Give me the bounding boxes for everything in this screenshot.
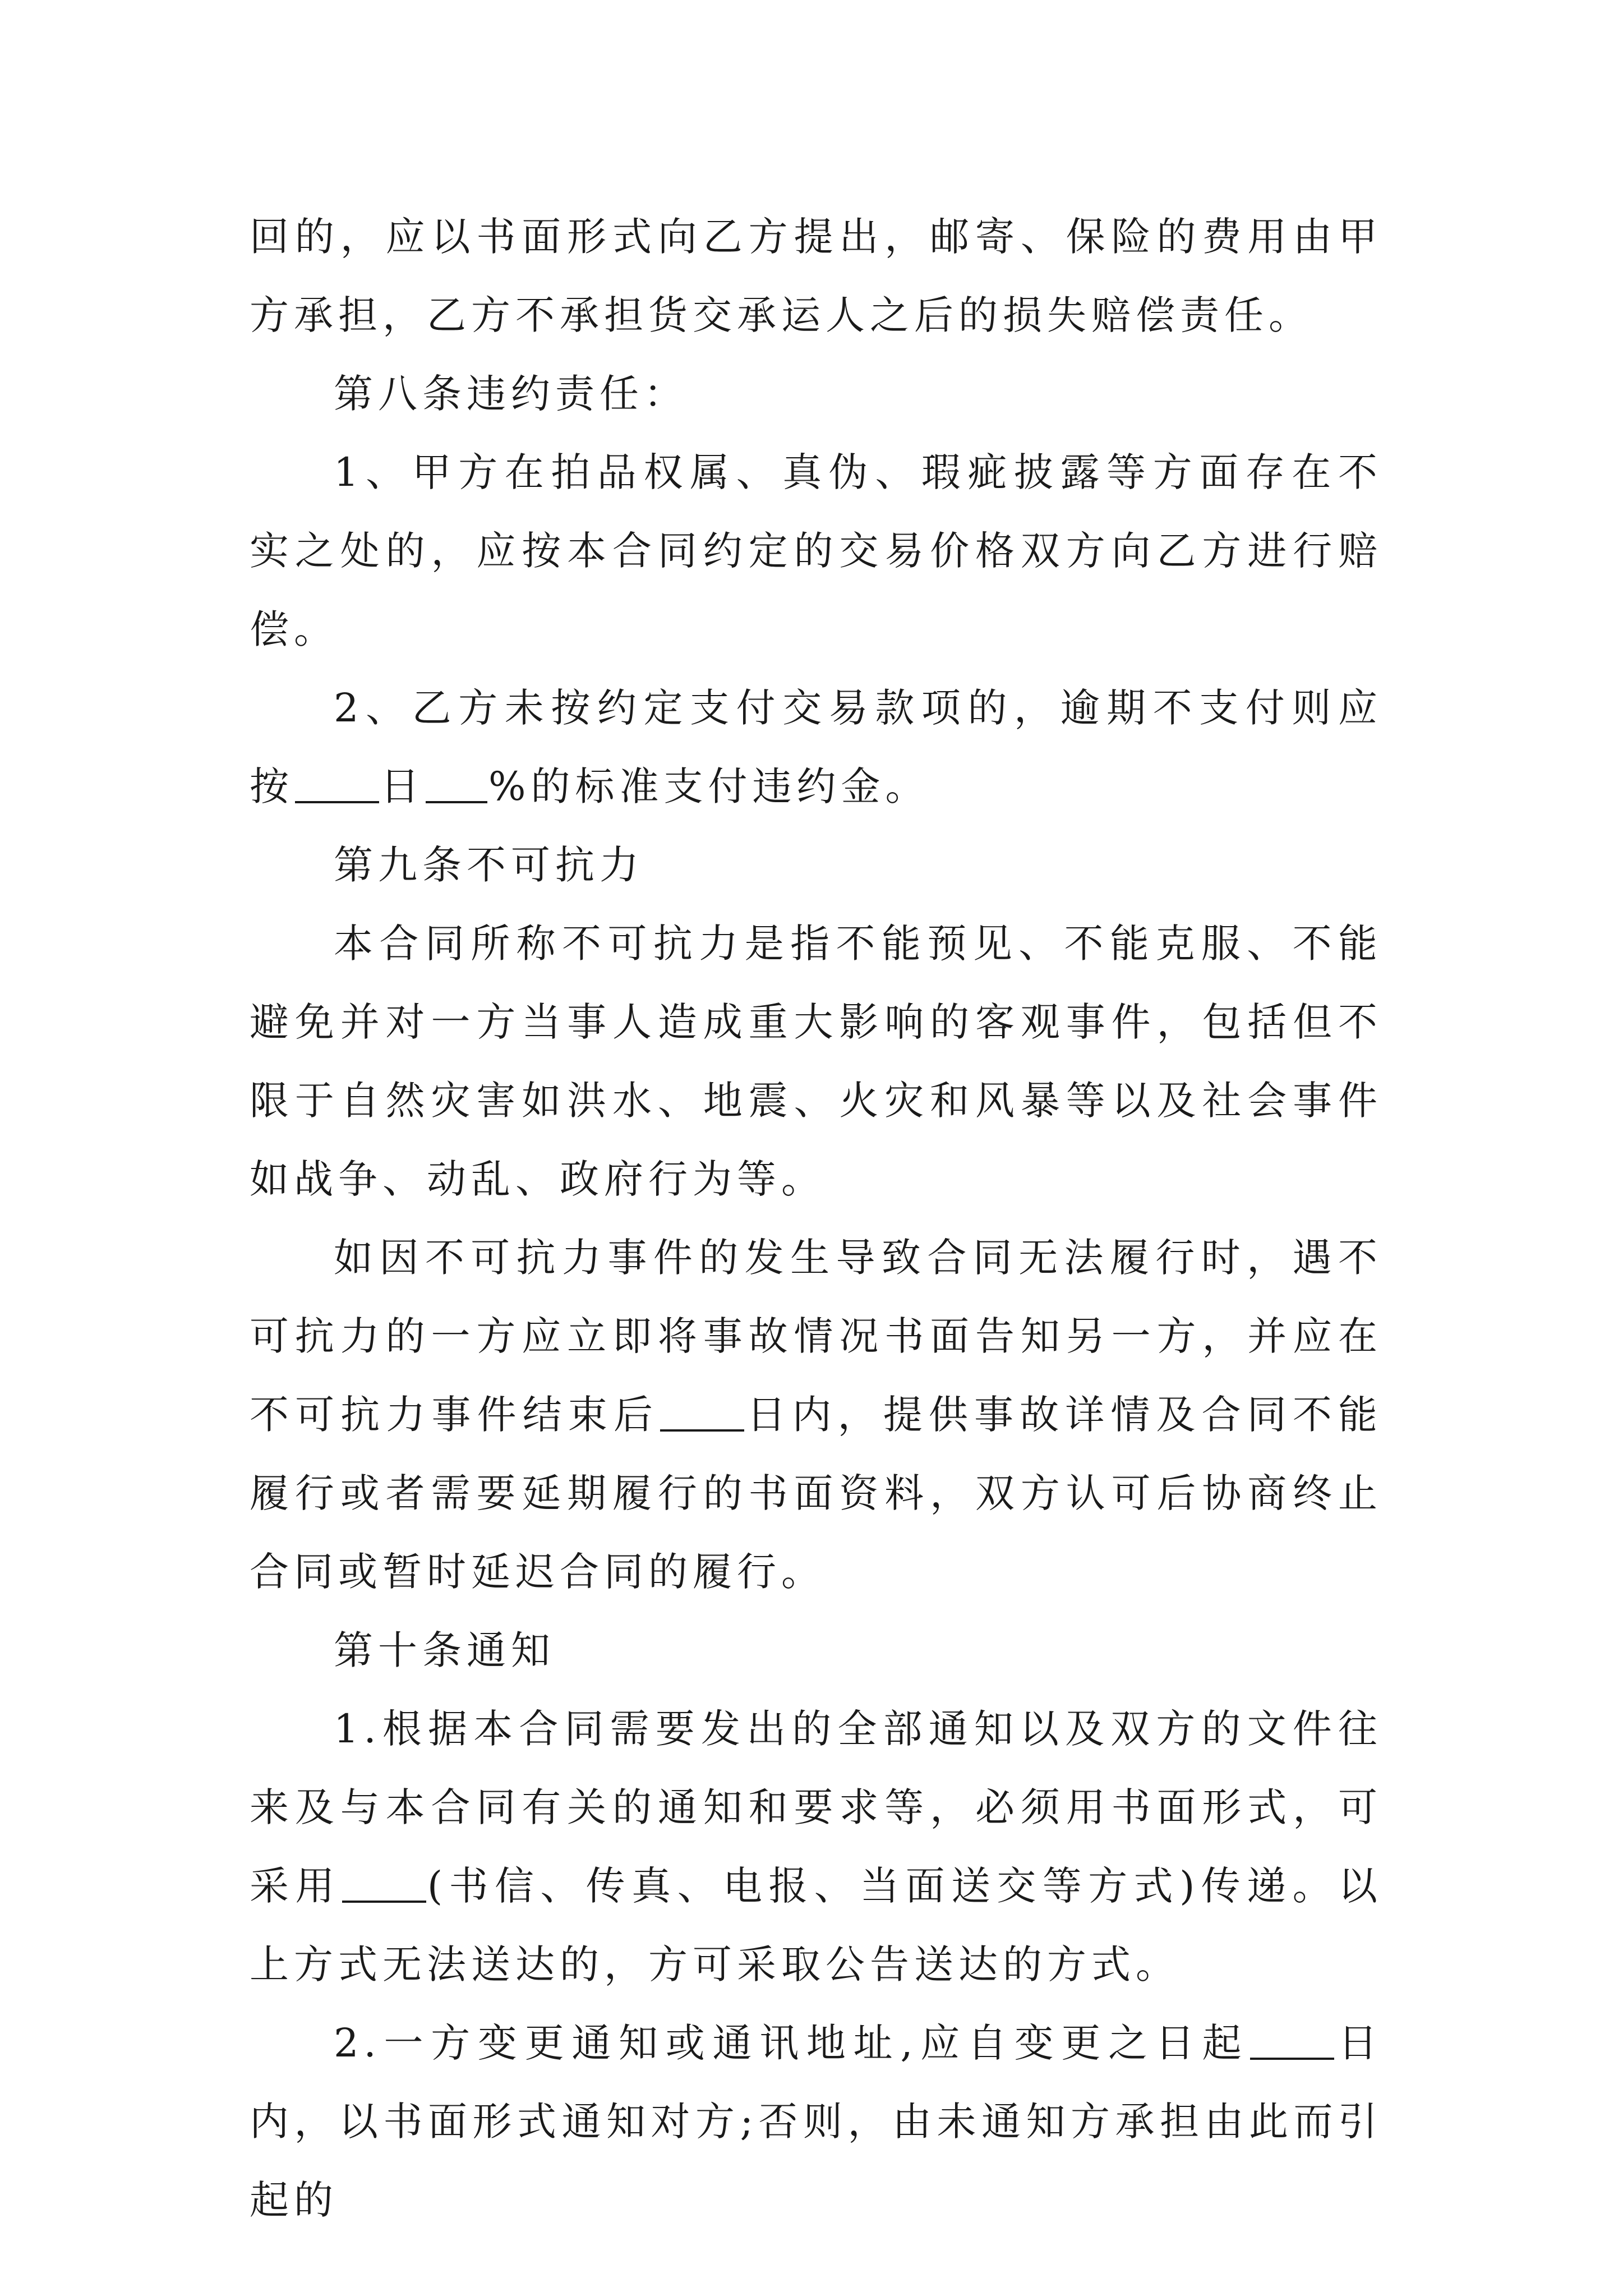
notice-clause-2: [250, 2004, 1382, 2239]
breach-clause-2: [250, 669, 1382, 826]
breach-clause-1: 1、甲方在拍品权属、真伪、瑕疵披露等方面存在不实之处的，应按本合同约定的交易价格双方向乙方进行赔偿。: [250, 449, 1382, 652]
notice-clause-1-text-a: 1.根据本合同需要发出的全部通知以及双方的文件往来及与本合同有关的通知和要求等，必须用书面形式，可采用: [250, 1706, 1382, 1909]
breach-clause-2-text-a: 2、乙方未按约定支付交易款项的，逾期不支付则应按: [250, 685, 1382, 809]
breach-clause-2-text-b: 日: [380, 763, 425, 809]
breach-clause-2-text-c: %的标准支付违约金。: [488, 763, 930, 809]
fill-blank-percent: [426, 762, 487, 803]
fill-blank-days-after-event: [660, 1390, 744, 1432]
notice-clause-1: [250, 1690, 1382, 2004]
force-majeure-procedure: [250, 1218, 1382, 1611]
section-heading-notice: 第十条通知: [334, 1627, 555, 1673]
contract-body: [250, 197, 1382, 2239]
fill-blank-delivery-method: [342, 1861, 426, 1903]
fill-blank-days: [295, 762, 379, 803]
force-majeure-procedure-text-b: 日内，提供事故详情及合同不能履行或者需要延期履行的书面资料，双方认可后协商终止合同或暂时延迟合同的履行。: [250, 1392, 1383, 1595]
section-heading-breach: 第八条违约责任：: [334, 371, 688, 417]
paragraph-continuation: 回的，应以书面形式向乙方提出，邮寄、保险的费用由甲方承担，乙方不承担货交承运人之后的损失赔偿责任。: [250, 214, 1382, 338]
notice-clause-2-text-b: 日内，以书面形式通知对方;否则，由未通知方承担由此而引起的: [250, 2020, 1382, 2223]
force-majeure-procedure-text-a: 如因不可抗力事件的发生导致合同无法履行时，遇不可抗力的一方应立即将事故情况书面告知另一方，并应在不可抗力事件结束后: [250, 1235, 1382, 1438]
force-majeure-definition: 本合同所称不可抗力是指不能预见、不能克服、不能避免并对一方当事人造成重大影响的客观事件，包括但不限于自然灾害如洪水、地震、火灾和风暴等以及社会事件如战争、动乱、政府行为等。: [250, 921, 1382, 1202]
fill-blank-days-after-change: [1250, 2018, 1334, 2060]
notice-clause-2-text-a: 2.一方变更通知或通讯地址,应自变更之日起: [334, 2020, 1249, 2066]
section-heading-force-majeure: 第九条不可抗力: [334, 842, 644, 888]
notice-clause-1-text-b: (书信、传真、电报、当面送交等方式)传递。以上方式无法送达的，方可采取公告送达的方式。: [250, 1863, 1383, 1987]
